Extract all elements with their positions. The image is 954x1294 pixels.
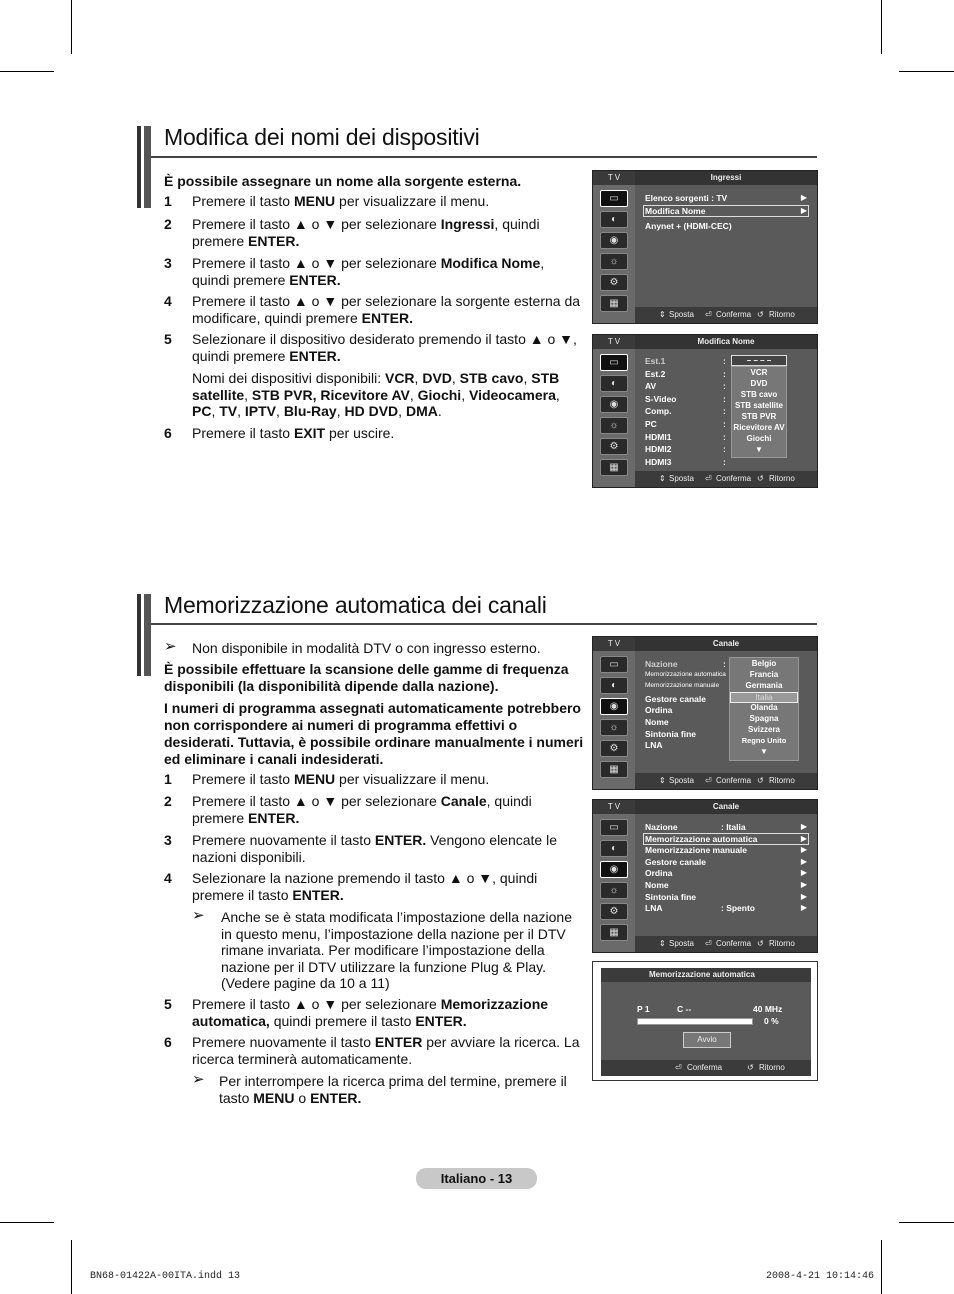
- triangle-right-icon: ▶: [800, 903, 807, 912]
- dropdown-option: Ricevitore AV: [733, 423, 785, 432]
- step-text: Premere nuovamente il tasto ENTER. Vengono elencate le nazioni disponibili.: [192, 832, 557, 865]
- setup-icon: ⚙: [600, 903, 628, 920]
- osd-colon: :: [723, 659, 726, 669]
- osd-colon: :: [723, 356, 726, 366]
- move-icon: ⇕: [659, 939, 666, 948]
- osd-confirm: Conferma: [687, 1063, 723, 1072]
- enter-icon: ⏎: [705, 939, 712, 948]
- osd-modifica-nome: [592, 334, 818, 488]
- osd-row: Nazione: [645, 659, 678, 669]
- footer-date: 2008-4-21 10:14:46: [766, 1271, 875, 1282]
- step-number: 2: [164, 793, 172, 809]
- osd-row: HDMI2: [645, 444, 672, 455]
- osd-back: Ritorno: [769, 474, 795, 483]
- current-name: [731, 355, 787, 366]
- step-note: Per interrompere la ricerca prima del termine, premere il tasto MENU o ENTER.: [219, 1073, 567, 1106]
- osd-confirm: Conferma: [716, 310, 752, 319]
- triangle-right-icon: ▶: [800, 193, 807, 202]
- osd-colon: :: [723, 393, 726, 404]
- osd-row: Sintonia fine: [645, 729, 696, 739]
- channel-icon: ☼: [600, 253, 628, 270]
- osd-tv-label: T V: [593, 800, 635, 814]
- osd-row: Nazione: [645, 822, 678, 832]
- triangle-right-icon: ▶: [800, 845, 807, 854]
- picture-icon: ◐: [600, 840, 628, 857]
- input-icon: ▭: [600, 656, 628, 673]
- step-text: Premere il tasto MENU per visualizzare il menu.: [192, 193, 490, 209]
- osd-row: LNA: [645, 740, 663, 750]
- step-number: 4: [164, 293, 172, 309]
- page-number-badge: Italiano - 13: [416, 1168, 537, 1189]
- step-number: 5: [164, 331, 172, 347]
- lna-value: : Spento: [721, 903, 755, 913]
- osd-row: HDMI1: [645, 431, 672, 442]
- dropdown-option: Olanda: [750, 703, 778, 712]
- enter-icon: ⏎: [675, 1063, 682, 1072]
- osd-back: Ritorno: [759, 1063, 785, 1072]
- osd-row: Gestore canale: [645, 694, 706, 704]
- channel-icon: ☼: [600, 882, 628, 899]
- enter-icon: ⏎: [705, 776, 712, 785]
- osd-move: Sposta: [669, 939, 694, 948]
- step-number: 5: [164, 996, 172, 1012]
- dropdown-option: Spagna: [749, 714, 779, 723]
- return-icon: ↺: [757, 310, 764, 319]
- osd-row: Memorizzazione manuale: [645, 682, 720, 689]
- return-icon: ↺: [757, 776, 764, 785]
- step-text: Selezionare la nazione premendo il tasto ▲ o ▼, quindi premere il tasto ENTER.: [192, 870, 538, 903]
- osd-tv-label: T V: [593, 171, 635, 185]
- step-number: 4: [164, 870, 172, 886]
- triangle-right-icon: ▶: [800, 206, 807, 215]
- progress-bar: [637, 1018, 753, 1025]
- osd-row: Ordina: [645, 868, 673, 878]
- osd-colon: :: [723, 444, 726, 455]
- osd-title: Canale: [712, 802, 740, 811]
- osd-confirm: Conferma: [716, 776, 752, 785]
- osd-row: Sintonia fine: [645, 892, 696, 902]
- osd-title: Memorizzazione automatica: [601, 968, 811, 982]
- osd-row: AV: [645, 381, 657, 392]
- osd-row: Gestore canale: [645, 857, 706, 867]
- triangle-right-icon: ▶: [800, 834, 807, 843]
- progress-percent: 0 %: [764, 1016, 779, 1026]
- triangle-right-icon: ▶: [800, 880, 807, 889]
- osd-tv-label: T V: [593, 637, 635, 651]
- osd-ingressi: [592, 170, 818, 324]
- osd-colon: :: [723, 381, 726, 392]
- picture-icon: ◐: [600, 677, 628, 694]
- dropdown-option: Svizzera: [747, 725, 781, 734]
- enter-icon: ⏎: [705, 474, 712, 483]
- osd-row: Elenco sorgenti : TV: [645, 193, 728, 203]
- osd-back: Ritorno: [769, 776, 795, 785]
- footer-file: BN68-01422A-00ITA.indd 13: [90, 1271, 241, 1282]
- section-bar: [137, 594, 141, 676]
- osd-move: Sposta: [669, 776, 694, 785]
- osd-colon: :: [723, 431, 726, 442]
- dropdown-option: ▼: [760, 747, 768, 756]
- note-arrow-icon: ➢: [164, 638, 177, 655]
- osd-row: Nome: [645, 880, 669, 890]
- step-text: Premere il tasto ▲ o ▼ per selezionare Memorizzazione automatica, quindi premere il tasto ENTER.: [192, 996, 549, 1029]
- osd-row: Memorizzazione automatica: [645, 671, 726, 678]
- nation-value: : Italia: [721, 822, 746, 832]
- step-text: Premere il tasto ▲ o ▼ per selezionare Ingressi, quindi premere ENTER.: [192, 216, 540, 249]
- enter-icon: ⏎: [705, 310, 712, 319]
- dropdown-option: Germania: [745, 681, 783, 690]
- osd-row: HDMI3: [645, 456, 672, 467]
- step-text: Premere il tasto ▲ o ▼ per selezionare Canale, quindi premere ENTER.: [192, 793, 532, 826]
- note-arrow-icon: ➢: [192, 1071, 205, 1088]
- nation-dropdown: [729, 657, 799, 761]
- move-icon: ⇕: [659, 474, 666, 483]
- current-name-value: – – – –: [746, 356, 772, 365]
- step-text: Premere nuovamente il tasto ENTER per avviare la ricerca. La ricerca terminerà automaticamente.: [192, 1034, 580, 1067]
- osd-title: Modifica Nome: [697, 337, 755, 346]
- osd-row: Modifica Nome: [645, 206, 706, 216]
- osd-confirm: Conferma: [716, 474, 752, 483]
- osd-row: Memorizzazione automatica: [645, 834, 758, 844]
- channel-icon: ☼: [600, 417, 628, 434]
- triangle-right-icon: ▶: [800, 892, 807, 901]
- osd-row: Comp.: [645, 406, 672, 417]
- dropdown-option: DVD: [750, 379, 768, 388]
- setup-icon: ⚙: [600, 274, 628, 291]
- step-number: 3: [164, 832, 172, 848]
- osd-row: Memorizzazione manuale: [645, 845, 748, 855]
- sound-icon: ◉: [600, 396, 628, 413]
- osd-back: Ritorno: [769, 939, 795, 948]
- triangle-right-icon: ▶: [800, 868, 807, 877]
- note-arrow-icon: ➢: [192, 907, 205, 924]
- osd-title: Ingressi: [710, 173, 742, 182]
- osd-canale-nazione: [592, 636, 818, 790]
- name-dropdown: [731, 366, 787, 458]
- bold-paragraph: I numeri di programma assegnati automaticamente potrebbero non corrispondere ai numeri di programma effettivi o desiderati. Tuttavia, è possibile ordinare manualmente i numeri ed eliminare i canali indesiderati.: [164, 700, 584, 767]
- move-icon: ⇕: [659, 776, 666, 785]
- sound-icon: ◉: [600, 232, 628, 249]
- osd-colon: :: [723, 456, 726, 467]
- move-icon: ⇕: [659, 310, 666, 319]
- section-title: Memorizzazione automatica dei canali: [164, 592, 547, 618]
- dropdown-option: Giochi: [746, 434, 772, 443]
- return-icon: ↺: [757, 939, 764, 948]
- sound-icon: ◉: [600, 698, 628, 715]
- sound-icon: ◉: [600, 861, 628, 878]
- osd-row: LNA: [645, 903, 663, 913]
- section-bar: [144, 594, 151, 676]
- osd-row: Est.1: [645, 356, 666, 366]
- input-icon: ▭: [600, 190, 628, 207]
- osd-move: Sposta: [669, 310, 694, 319]
- osd-colon: :: [723, 406, 726, 417]
- step-text: Premere il tasto ▲ o ▼ per selezionare la sorgente esterna da modificare, quindi premere ENTER.: [192, 293, 581, 326]
- channel-icon: ☼: [600, 719, 628, 736]
- osd-canale-menu: [592, 799, 818, 953]
- osd-memorizzazione-automatica: [592, 961, 818, 1081]
- osd-tv-label: T V: [593, 335, 635, 349]
- osd-back: Ritorno: [769, 310, 795, 319]
- channel-number: C --: [677, 1004, 692, 1014]
- step-text: Selezionare il dispositivo desiderato premendo il tasto ▲ o ▼, quindi premere ENTER.: [192, 331, 577, 364]
- step-number: 1: [164, 771, 172, 787]
- osd-row: Anynet + (HDMI-CEC): [645, 221, 732, 231]
- step-number: 6: [164, 1034, 172, 1050]
- osd-title: Canale: [712, 639, 740, 648]
- section-bar: [144, 126, 151, 208]
- program-number: P 1: [637, 1004, 650, 1014]
- dropdown-option: Belgio: [751, 659, 777, 668]
- dropdown-option: ▼: [755, 445, 763, 454]
- step-number: 6: [164, 425, 172, 441]
- triangle-right-icon: ▶: [800, 822, 807, 831]
- section-bar: [137, 126, 141, 208]
- step-number: 1: [164, 193, 172, 209]
- plus-icon: ▦: [600, 924, 628, 941]
- start-button[interactable]: Avvio: [683, 1032, 731, 1048]
- frequency: 40 MHz: [753, 1004, 783, 1014]
- osd-row: Est.2: [645, 368, 666, 379]
- dropdown-option: Francia: [749, 670, 779, 679]
- section-title: Modifica dei nomi dei dispositivi: [164, 124, 480, 150]
- plus-icon: ▦: [600, 459, 628, 476]
- step-number: 2: [164, 216, 172, 232]
- osd-colon: :: [723, 368, 726, 379]
- section-rule: [151, 156, 817, 158]
- step-text: Premere il tasto MENU per visualizzare il menu.: [192, 771, 490, 787]
- bold-paragraph: È possibile effettuare la scansione delle gamme di frequenza disponibili (la disponibilità dipende dalla nazione).: [164, 661, 569, 694]
- dropdown-option: STB satellite: [734, 401, 783, 410]
- osd-move: Sposta: [669, 474, 694, 483]
- step-note: Anche se è stata modificata l’impostazione della nazione in questo menu, l’impostazione della nazione per il DTV rimane invariata. Per modificare l’impostazione della nazione per il DTV utilizzare la funzione Plug & Play. (Vedere pagine da 10 a 11): [221, 909, 572, 991]
- dropdown-option: Italia: [730, 692, 798, 703]
- plus-icon: ▦: [600, 761, 628, 778]
- step-text: Premere il tasto EXIT per uscire.: [192, 425, 395, 441]
- input-icon: ▭: [600, 819, 628, 836]
- picture-icon: ◐: [600, 211, 628, 228]
- note-text: Non disponibile in modalità DTV o con ingresso esterno.: [192, 640, 541, 656]
- osd-row: Nome: [645, 717, 669, 727]
- section-intro: È possibile assegnare un nome alla sorgente esterna.: [164, 173, 522, 189]
- input-icon: ▭: [600, 354, 628, 371]
- dropdown-option: STB cavo: [740, 390, 778, 399]
- osd-confirm: Conferma: [716, 939, 752, 948]
- step-text: Nomi dei dispositivi disponibili: VCR, DVD, STB cavo, STB satellite, STB PVR, Ricevitore AV, Giochi, Videocamera, PC, TV, IPTV, Blu-Ray, HD DVD, DMA.: [192, 370, 560, 419]
- osd-row: PC: [645, 419, 657, 429]
- dropdown-option: Regno Unito: [741, 736, 787, 745]
- triangle-right-icon: ▶: [800, 857, 807, 866]
- osd-colon: :: [723, 419, 726, 429]
- section-rule: [151, 623, 817, 625]
- return-icon: ↺: [757, 474, 764, 483]
- setup-icon: ⚙: [600, 740, 628, 757]
- plus-icon: ▦: [600, 295, 628, 312]
- step-text: Premere il tasto ▲ o ▼ per selezionare Modifica Nome, quindi premere ENTER.: [192, 255, 545, 288]
- osd-row: S-Video: [645, 393, 677, 404]
- setup-icon: ⚙: [600, 438, 628, 455]
- osd-row: Ordina: [645, 705, 673, 715]
- step-number: 3: [164, 255, 172, 271]
- return-icon: ↺: [747, 1063, 754, 1072]
- picture-icon: ◐: [600, 375, 628, 392]
- dropdown-option: STB PVR: [741, 412, 777, 421]
- dropdown-option: VCR: [750, 368, 768, 377]
